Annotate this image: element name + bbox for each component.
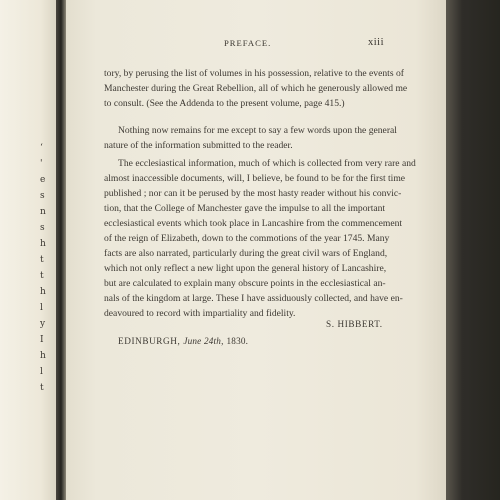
book-gutter — [56, 0, 66, 500]
body-line: tory, by perusing the list of volumes in his possession, relative to the events of — [104, 68, 404, 79]
left-mark: t — [40, 383, 44, 393]
dateline-year: 1830. — [226, 336, 249, 346]
dateline-place: EDINBURGH, — [118, 336, 181, 346]
body-line: Manchester during the Great Rebellion, all of which he generously allowed me — [104, 83, 408, 94]
body-line: The ecclesiastical information, much of which is collected from very rare and — [118, 158, 416, 169]
right-dark-edge — [446, 0, 500, 500]
left-mark: t — [40, 255, 44, 265]
left-mark: s — [40, 223, 45, 233]
left-mark: n — [40, 207, 46, 217]
left-mark: h — [40, 351, 46, 361]
body-line: but are calculated to explain many obscure points in the ecclesiastical an- — [104, 278, 386, 289]
dateline-date: June 24th, — [183, 336, 224, 346]
body-line: ecclesiastical events which took place in Lancashire from the commencement — [104, 218, 403, 229]
left-mark: h — [40, 239, 46, 249]
running-title: PREFACE. — [224, 38, 272, 48]
left-mark: y — [40, 319, 46, 329]
left-page-marks — [40, 140, 54, 460]
left-mark: ‘ — [40, 143, 43, 153]
body-line: published ; nor can it be perused by the most hasty reader without his convic- — [104, 188, 402, 199]
body-line: to consult. (See the Addenda to the present volume, page 415.) — [104, 98, 345, 109]
left-mark: t — [40, 271, 44, 281]
left-mark: I — [40, 335, 44, 345]
left-mark: e — [40, 175, 46, 185]
body-line: almost inaccessible documents, will, I believe, be found to be for the first time — [104, 173, 406, 184]
left-mark: ' — [40, 159, 43, 169]
left-mark: l — [40, 367, 43, 377]
body-line: nature of the information submitted to the reader. — [104, 140, 293, 151]
left-page-edge — [0, 0, 58, 500]
body-line: nals of the kingdom at large. These I have assiduously collected, and have en- — [104, 293, 403, 304]
body-line: deavoured to record with impartiality and fidelity. — [104, 308, 296, 319]
running-header — [66, 38, 446, 52]
body-line: tion, that the College of Manchester gave the impulse to all the important — [104, 203, 386, 214]
dateline — [118, 336, 248, 346]
left-mark: h — [40, 287, 46, 297]
body-line: Nothing now remains for me except to say a few words upon the general — [118, 125, 397, 136]
body-line: of the reign of Elizabeth, down to the commotions of the year 1745. Many — [104, 233, 390, 244]
body-line: facts are also narrated, particularly during the great civil wars of England, — [104, 248, 388, 259]
author-signature: S. HIBBERT. — [326, 319, 383, 329]
left-mark: s — [40, 191, 45, 201]
left-mark: l — [40, 303, 43, 313]
page-number: xiii — [368, 37, 385, 48]
body-line: which not only reflect a new light upon the general history of Lancashire, — [104, 263, 387, 274]
